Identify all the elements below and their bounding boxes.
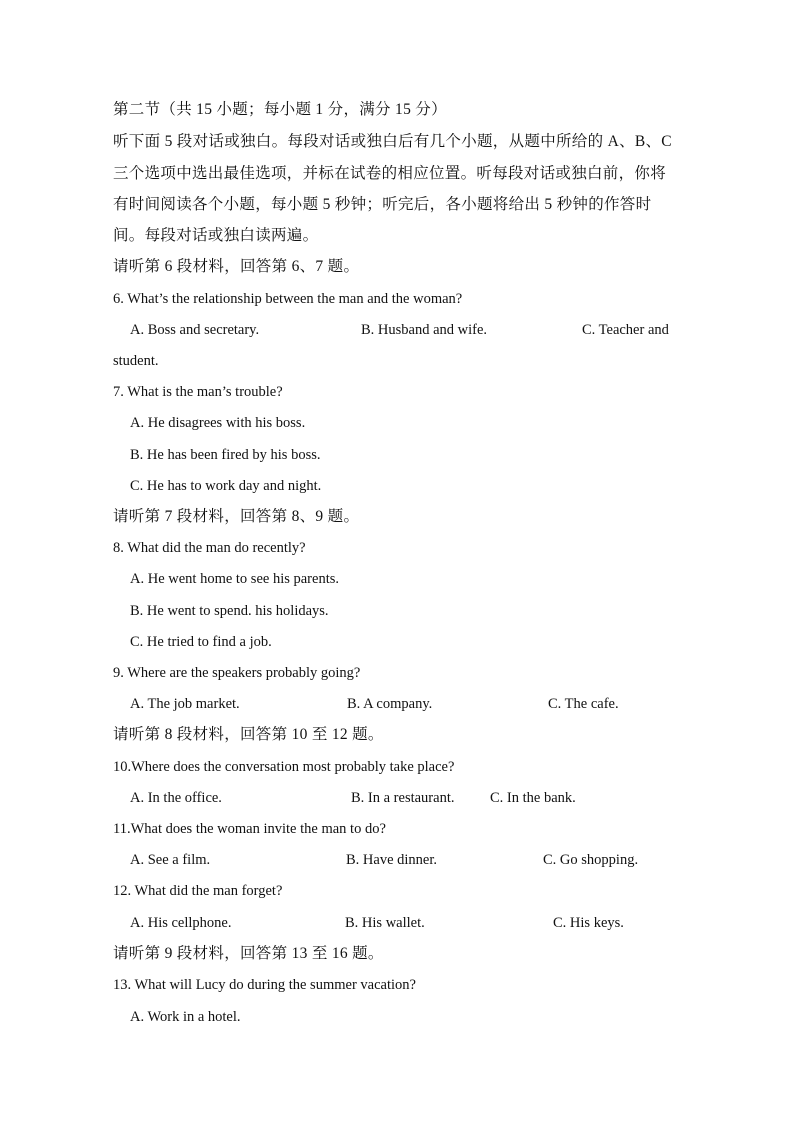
question-13-stem: 13. What will Lucy do during the summer vacation? bbox=[113, 977, 416, 993]
instruction-line-4: 间。每段对话或独白读两遍。 bbox=[113, 227, 319, 244]
question-6-option-a: A. Boss and secretary. bbox=[130, 322, 260, 338]
instruction-line-2: 三个选项中选出最佳选项，并标在试卷的相应位置。听每段对话或独白前，你将 bbox=[113, 165, 667, 182]
question-12-stem: 12. What did the man forget? bbox=[113, 883, 283, 899]
section-heading: 第二节（共 15 小题；每小题 1 分，满分 15 分） bbox=[113, 101, 447, 118]
question-8-option-c: C. He tried to find a job. bbox=[130, 634, 272, 650]
question-6-option-c-continued: student. bbox=[113, 353, 159, 369]
segment-9-heading: 请听第 9 段材料，回答第 13 至 16 题。 bbox=[113, 945, 384, 962]
question-9-option-a: A. The job market. bbox=[130, 696, 240, 712]
question-12-option-a: A. His cellphone. bbox=[130, 915, 232, 931]
question-12-option-c: C. His keys. bbox=[553, 915, 624, 931]
question-7-option-a: A. He disagrees with his boss. bbox=[130, 415, 306, 431]
instruction-line-3: 有时间阅读各个小题，每小题 5 秒钟；听完后，各小题将给出 5 秒钟的作答时 bbox=[113, 196, 652, 213]
question-6-option-b: B. Husband and wife. bbox=[361, 322, 488, 338]
question-6-option-c: C. Teacher and bbox=[582, 322, 669, 338]
question-8-option-b: B. He went to spend. his holidays. bbox=[130, 603, 329, 619]
question-12-option-b: B. His wallet. bbox=[345, 915, 425, 931]
segment-8-heading: 请听第 8 段材料，回答第 10 至 12 题。 bbox=[113, 726, 384, 743]
question-9-option-c: C. The cafe. bbox=[548, 696, 619, 712]
question-6-stem: 6. What’s the relationship between the man and the woman? bbox=[113, 291, 463, 307]
question-10-stem: 10.Where does the conversation most probably take place? bbox=[113, 759, 455, 775]
question-11-option-c: C. Go shopping. bbox=[543, 852, 639, 868]
segment-7-heading: 请听第 7 段材料，回答第 8、9 题。 bbox=[113, 508, 360, 525]
question-9-stem: 9. Where are the speakers probably going? bbox=[113, 665, 361, 681]
question-10-option-a: A. In the office. bbox=[130, 790, 222, 806]
question-11-option-b: B. Have dinner. bbox=[346, 852, 438, 868]
question-10-option-c: C. In the bank. bbox=[490, 790, 576, 806]
question-7-option-c: C. He has to work day and night. bbox=[130, 478, 322, 494]
segment-6-heading: 请听第 6 段材料，回答第 6、7 题。 bbox=[113, 258, 360, 275]
question-11-stem: 11.What does the woman invite the man to do? bbox=[113, 821, 386, 837]
question-8-option-a: A. He went home to see his parents. bbox=[130, 571, 339, 587]
question-13-option-a: A. Work in a hotel. bbox=[130, 1009, 241, 1025]
question-8-stem: 8. What did the man do recently? bbox=[113, 540, 306, 556]
question-9-option-b: B. A company. bbox=[347, 696, 433, 712]
question-7-option-b: B. He has been fired by his boss. bbox=[130, 447, 321, 463]
question-11-option-a: A. See a film. bbox=[130, 852, 211, 868]
instruction-line-1: 听下面 5 段对话或独白。每段对话或独白后有几个小题，从题中所给的 A、B、C bbox=[113, 133, 672, 150]
question-10-option-b: B. In a restaurant. bbox=[351, 790, 455, 806]
question-7-stem: 7. What is the man’s trouble? bbox=[113, 384, 283, 400]
